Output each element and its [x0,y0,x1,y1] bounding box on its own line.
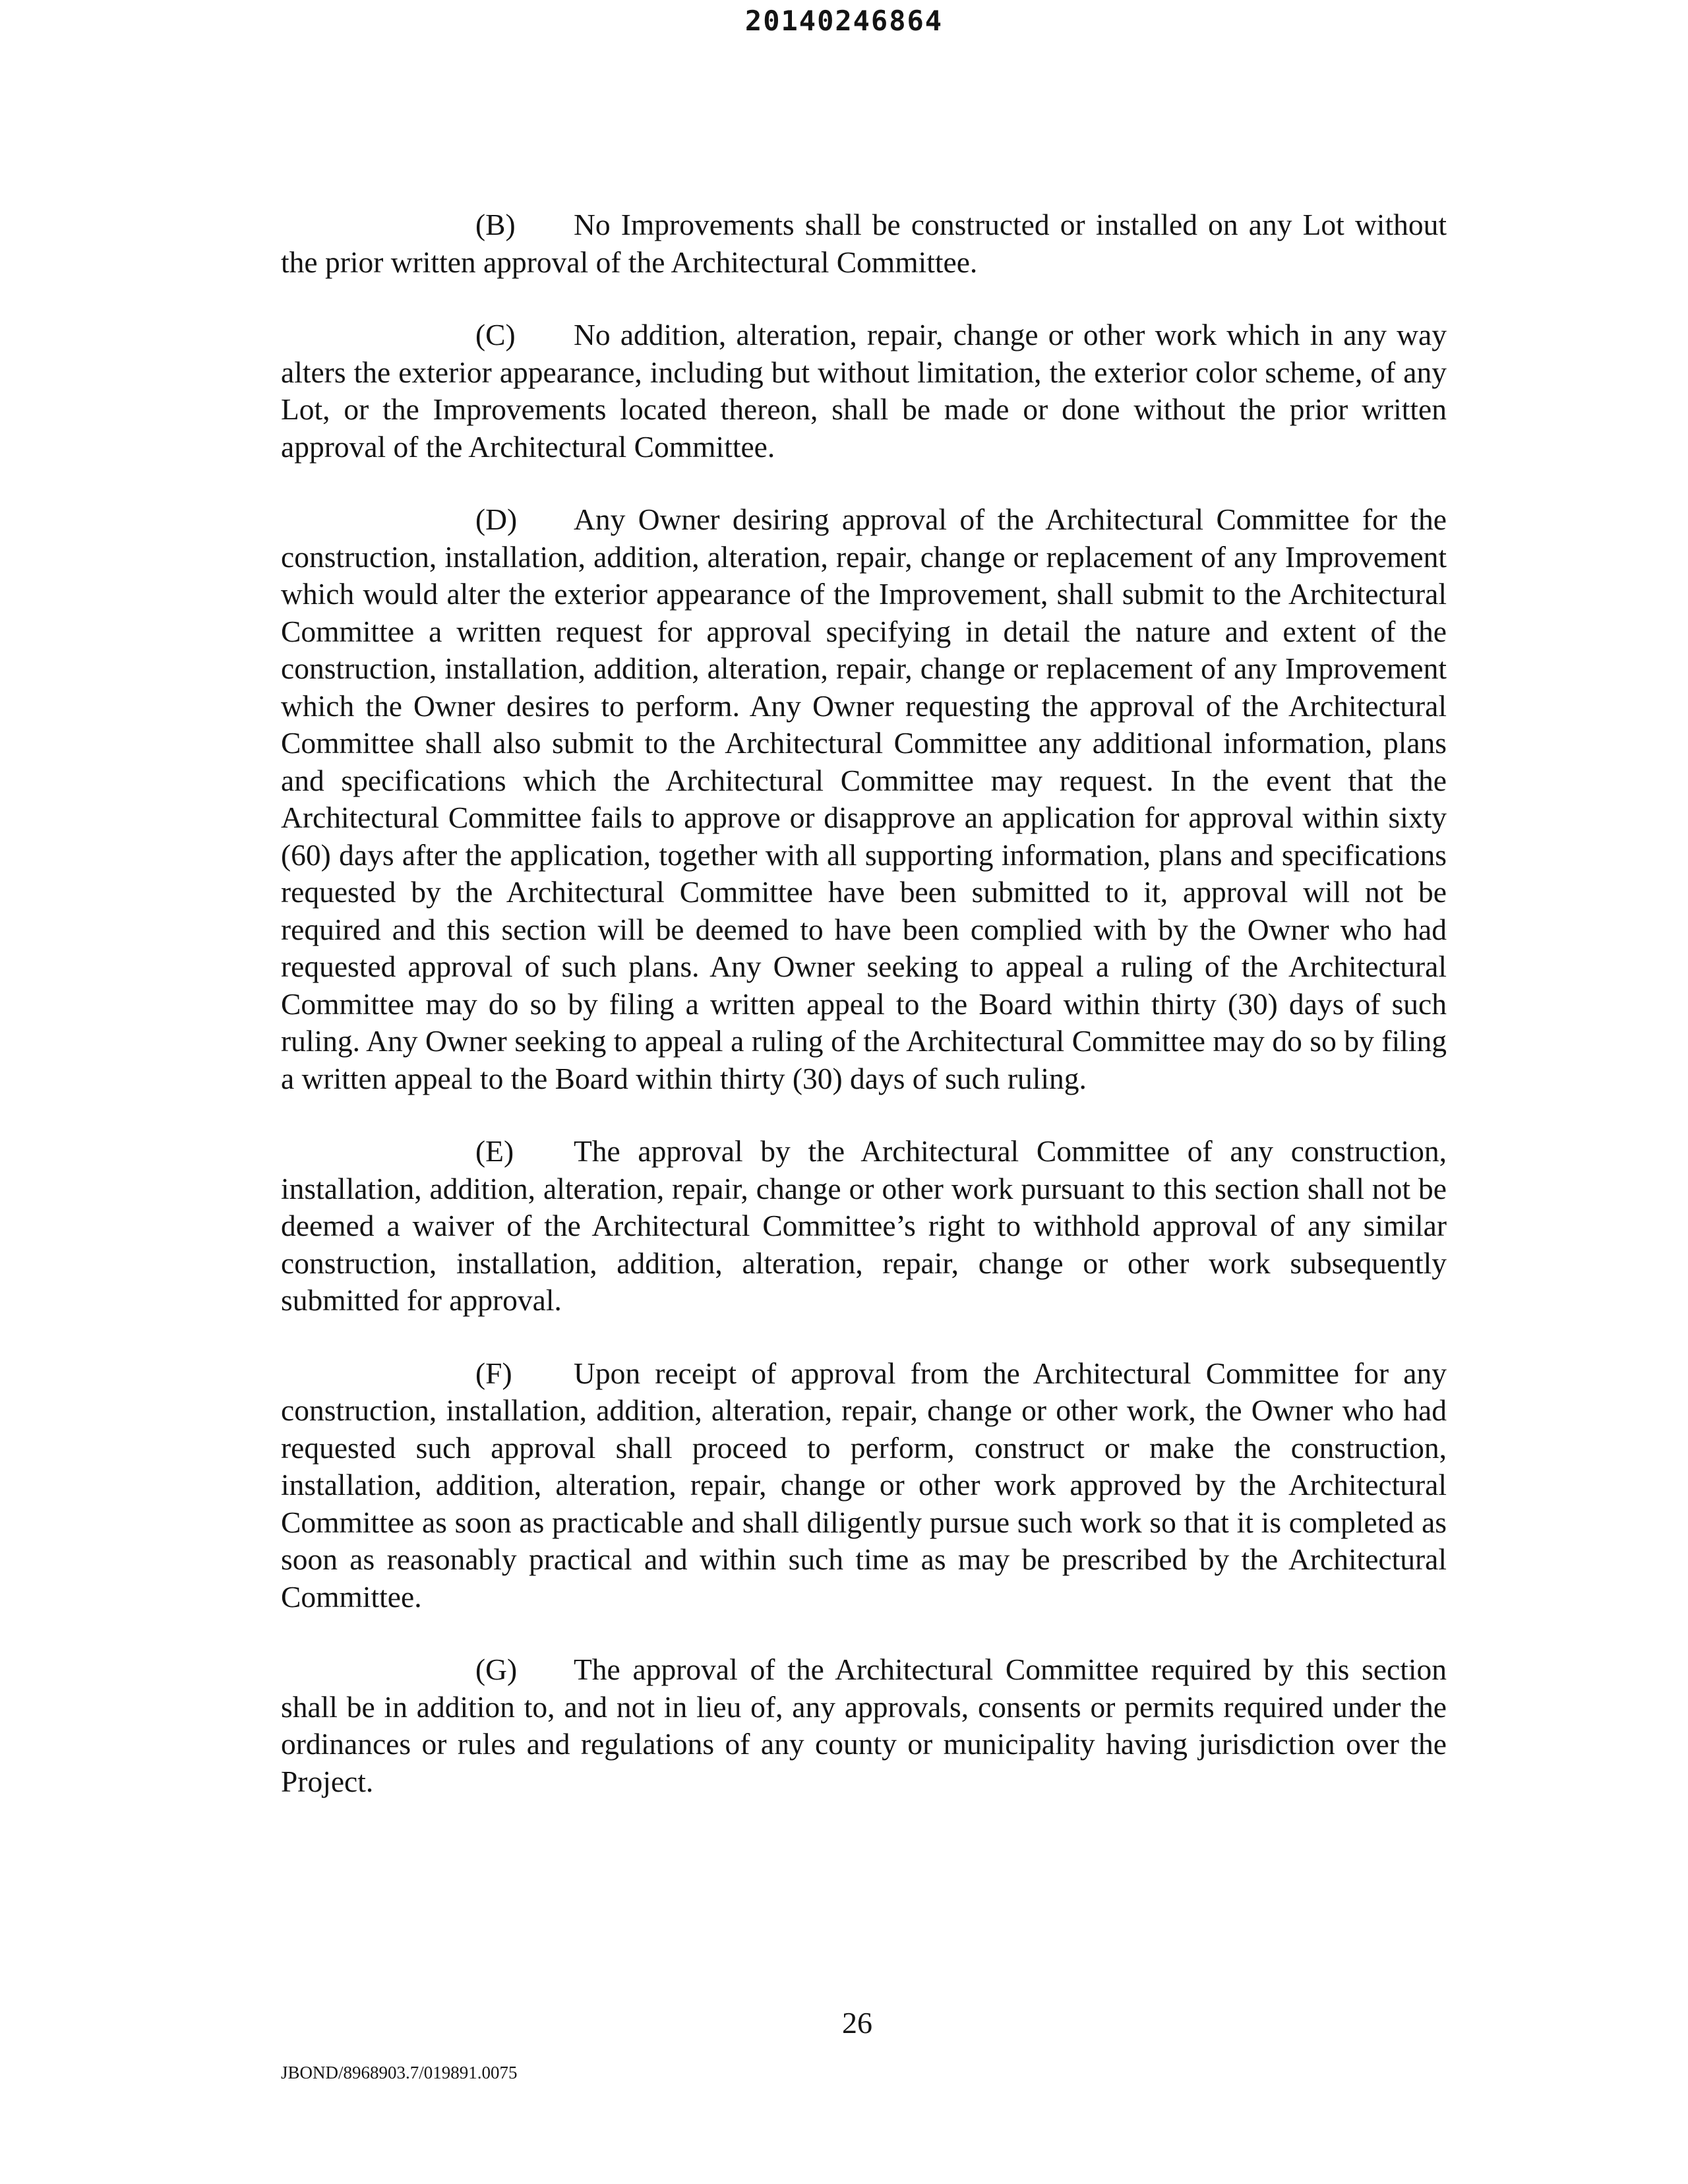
paragraph-d [281,501,1447,1097]
paragraph-text: Any Owner desiring approval of the Architectural Committee for the construction, installation, addition, alteration, repair, change or replacement of any Improvement which would alter the exterior appearance of the Improvement, shall submit to the Architectural Committee a written request for approval specifying in detail the nature and extent of the construction, installation, addition, alteration, repair, change or replacement of any Improvement which the Owner desires to perform. Any Owner requesting the approval of the Architectural Committee shall also submit to the Architectural Committee any additional information, plans and specifications which the Architectural Committee may request. In the event that the Architectural Committee fails to approve or disapprove an application for approval within sixty (60) days after the application, together with all supporting information, plans and specifications requested by the Architectural Committee have been submitted to it, approval will not be required and this section will be deemed to have been complied with by the Owner who had requested approval of such plans. Any Owner seeking to appeal a ruling of the Architectural Committee may do so by filing a written appeal to the Board within thirty (30) days of such ruling. Any Owner seeking to appeal a ruling of the Architectural Committee may do so by filing a written appeal to the Board within thirty (30) days of such ruling. [281,502,1447,1095]
paragraph-text: Upon receipt of approval from the Architectural Committee for any construction, installation, addition, alteration, repair, change or other work, the Owner who had requested such approval shall proceed to perform, construct or make the construction, installation, addition, alteration, repair, change or other work approved by the Architectural Committee as soon as practicable and shall diligently pursue such work so that it is completed as soon as reasonably practical and within such time as may be prescribed by the Architectural Committee. [281,1356,1447,1614]
paragraph-label: (C) [475,318,516,351]
paragraph-text: No Improvements shall be constructed or installed on any Lot without the prior written approval of the Architectural Committee. [281,208,1447,279]
document-number: 20140246864 [744,5,944,37]
paragraph-b [281,206,1447,281]
paragraph-text: The approval of the Architectural Committee required by this section shall be in addition to, and not in lieu of, any approvals, consents or permits required under the ordinances or rules and regulations of any county or municipality having jurisdiction over the Project. [281,1653,1447,1798]
paragraph-label: (D) [475,502,518,536]
paragraph-f [281,1355,1447,1616]
paragraph-g [281,1651,1447,1800]
paragraph-text: No addition, alteration, repair, change or other work which in any way alters the exterior appearance, including but without limitation, the exterior color scheme, of any Lot, or the Improvements located thereon, shall be made or done without the prior written approval of the Architectural Committee. [281,318,1447,464]
document-body [281,206,1447,1836]
document-reference: JBOND/8968903.7/019891.0075 [281,2063,518,2082]
paragraph-text: The approval by the Architectural Committee of any construction, installation, addition, alteration, repair, change or other work pursuant to this section shall not be deemed a waiver of the Architectural Committee’s right to withhold approval of any similar construction, installation, addition, alteration, repair, change or other work subsequently submitted for approval. [281,1134,1447,1317]
page-number: 26 [842,2006,872,2040]
paragraph-label: (E) [475,1134,514,1168]
paragraph-label: (G) [475,1653,518,1686]
paragraph-label: (B) [475,208,516,241]
paragraph-c [281,317,1447,466]
paragraph-label: (F) [475,1356,512,1390]
paragraph-e [281,1133,1447,1320]
